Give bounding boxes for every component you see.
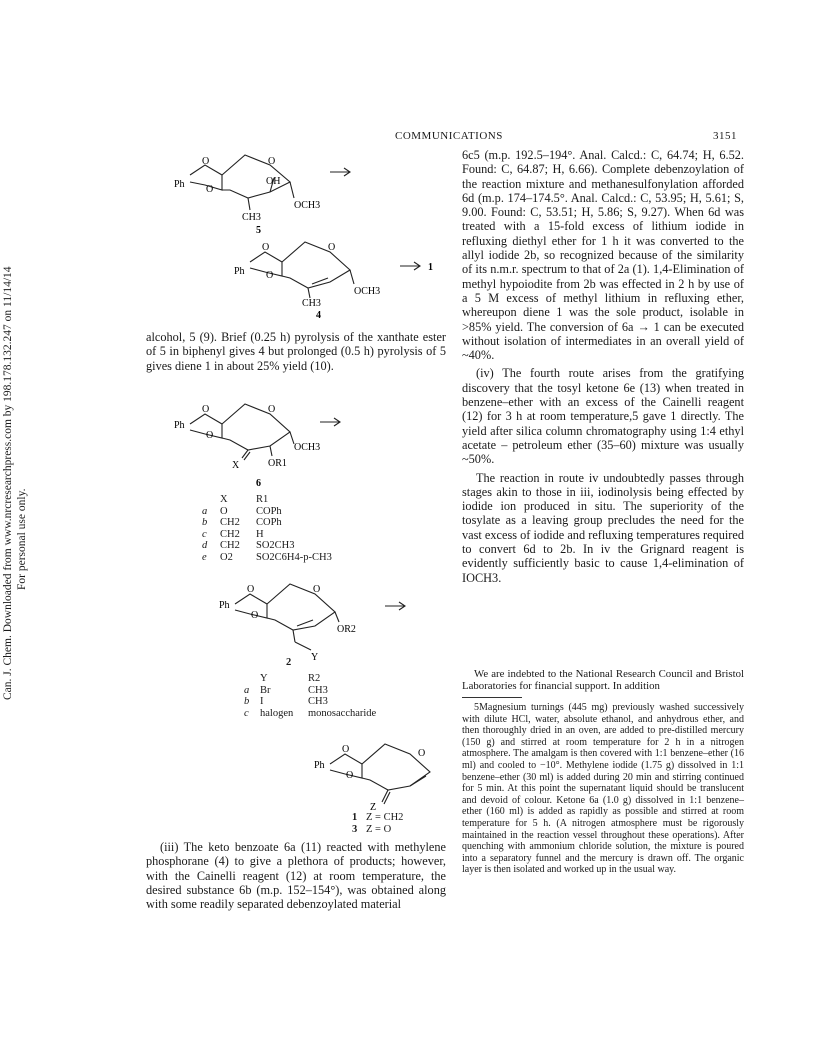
acknowledgement-text: We are indebted to the National Research Council and Bristol Laboratories for financial support. In addition bbox=[462, 668, 744, 692]
compound-number: 6 bbox=[256, 478, 261, 489]
hydroxyl-label: OH bbox=[266, 176, 281, 187]
compound-number-1: 1 bbox=[352, 812, 358, 823]
table-row: c halogen monosaccharide bbox=[244, 707, 377, 719]
running-head: COMMUNICATIONS bbox=[395, 130, 503, 142]
ring-oxygen: O bbox=[262, 242, 270, 253]
header-y: Y bbox=[260, 673, 268, 684]
structure-4 bbox=[230, 230, 470, 318]
body-text: (iii) The keto benzoate 6a (11) reacted with methylene phosphorane (4) to give a plethora of products; however, with the Cainelli reagent (12) at room temperature, the desired substance 6b (m.p. 152–154°), was obtained along with some readily separated debenzoylated material bbox=[146, 840, 446, 912]
or1-label: OR1 bbox=[268, 458, 287, 469]
compound-number: 5 bbox=[256, 225, 261, 235]
footnote bbox=[462, 702, 744, 880]
left-paragraph-2 bbox=[146, 840, 446, 915]
table-row: a O COPh bbox=[202, 505, 282, 517]
methyl-label: CH3 bbox=[242, 212, 261, 223]
ring-oxygen: O bbox=[266, 270, 274, 281]
methyl-label: CH3 bbox=[302, 298, 321, 309]
left-paragraph-1 bbox=[146, 330, 446, 377]
structure-1-3 bbox=[310, 730, 460, 810]
table-6 bbox=[190, 494, 390, 564]
table-row: b CH2 COPh bbox=[202, 517, 282, 529]
structure-2 bbox=[215, 580, 435, 670]
ring-oxygen: O bbox=[418, 748, 426, 759]
body-text: The reaction in route iv undoubtedly passes through stages akin to those in iii, iodinolysis being effected by iodide ion produced in situ. The superiority of the tosylate as a leaving group precludes the need for the vast excess of iodide and refluxing temperatures required to convert 6d to 2b. In iv the Grignard reagent is evidently sufficiently basic to cause 1,4-elimination of IOCH3. bbox=[462, 470, 744, 585]
watermark-line-2: For personal use only. bbox=[16, 488, 28, 590]
legend-label: Z = CH2 bbox=[366, 812, 404, 823]
product-number: 1 bbox=[428, 262, 433, 273]
table-row: e O2 SO2C6H4-p-CH3 bbox=[202, 551, 332, 563]
ring-oxygen: O bbox=[313, 584, 321, 595]
compound-number-3: 3 bbox=[352, 823, 358, 835]
acknowledgement bbox=[462, 668, 744, 696]
header-r1: R1 bbox=[256, 494, 269, 505]
compound-number: 4 bbox=[316, 310, 321, 318]
footnote-text: 5Magnesium turnings (445 mg) previously washed successively with dilute HCl, water, absolute ethanol, and anhydrous ether, and then thoroughly dried in an oven, are added to pre-distilled mercury (150 g) and stirred at room temperature for 2 h in a nitrogen atmosphere. The amalgam is then covered with 1:1 benzene–ether (16 ml) and cooled to −10°. Methylene iodide (1.75 g) dissolved in 1:1 benzene–ether (30 ml) is added during 20 min and stirring continued for 5 min. At this point the supernatant liquid should be translucent and devoid of colour. Ketone 6a (1.0 g) dissolved in 1:1 benzene–ether (160 ml) is added as rapidly as possible and stirred at room temperature for 5 h. (A nitrogen atmosphere must be rigorously maintained in the reaction vessel throughout these operations). After quenching with ammonium chloride solution, the mixture is poured into a separatory funnel and the mercury is drawn off. The organic layer is then isolated and worked up in the usual way. bbox=[462, 702, 744, 876]
ph-label: Ph bbox=[219, 600, 230, 611]
x-substituent: X bbox=[232, 460, 240, 471]
watermark-line-1: Can. J. Chem. Downloaded from www.nrcresearchpress.com by 198.178.132.247 on 11/14/14 bbox=[2, 266, 14, 700]
z-substituent: Z bbox=[370, 802, 377, 810]
ring-oxygen: O bbox=[202, 156, 210, 167]
ring-oxygen: O bbox=[346, 770, 354, 781]
legend-label: Z = O bbox=[366, 823, 392, 835]
ring-oxygen: O bbox=[251, 610, 259, 621]
structure-5 bbox=[170, 140, 380, 235]
right-column bbox=[462, 148, 744, 589]
download-watermark bbox=[0, 180, 30, 700]
table-row: c CH2 H bbox=[202, 528, 264, 540]
ring-oxygen: O bbox=[342, 744, 350, 755]
ring-oxygen: O bbox=[328, 242, 336, 253]
ph-label: Ph bbox=[174, 179, 185, 190]
compound-legend-1-3 bbox=[352, 812, 452, 835]
ring-oxygen: O bbox=[268, 156, 276, 167]
y-substituent: Y bbox=[311, 652, 319, 663]
methoxy-label: OCH3 bbox=[354, 286, 381, 297]
or2-label: OR2 bbox=[337, 624, 356, 635]
table-row: b I CH3 bbox=[244, 696, 328, 708]
header-r2: R2 bbox=[308, 673, 321, 684]
ring-oxygen: O bbox=[247, 584, 255, 595]
header-x: X bbox=[220, 494, 228, 505]
page-number: 3151 bbox=[713, 130, 737, 142]
table-row: d CH2 SO2CH3 bbox=[202, 540, 295, 552]
ph-label: Ph bbox=[174, 420, 185, 431]
table-2 bbox=[246, 673, 446, 719]
ph-label: Ph bbox=[234, 266, 245, 277]
ring-oxygen: O bbox=[206, 430, 214, 441]
body-text: 6c5 (m.p. 192.5–194°. Anal. Calcd.: C, 64.74; H, 6.52. Found: C, 64.87; H, 6.66). Complete debenzoylation of the reaction mixture and methanesulfonylation afforded 6d (m.p. 174–174.5°. Anal. Calcd.: C, 53.95; H, 5.61; S, 9.00. Found: C, 53.51; H, 5.86; S, 9.27). When 6d was treated with a 15-fold excess of lithium iodide in refluxing diethyl ether for 1 h it was converted to the allyl iodide 2b, so recognized because of the similarity of its n.m.r. spectrum to that of 2a (1). 1,4-Elimination of methyl hypoiodite from 2b was effected in 2 h by use of a 5 M excess of methyl lithium in refluxing ether, whereupon diene 1 was the sole product, isolable in >85% yield. The conversion of 6a → 1 can be executed without isolation of intermediates in an overall yield of ~40%. bbox=[462, 148, 744, 363]
table-header-row bbox=[246, 673, 446, 685]
ph-label: Ph bbox=[314, 760, 325, 771]
table-header-row bbox=[190, 494, 390, 506]
body-text: alcohol, 5 (9). Brief (0.25 h) pyrolysis of the xanthate ester of 5 in biphenyl gives 4 but prolonged (0.5 h) pyrolysis of 5 gives diene 1 in about 25% yield (10). bbox=[146, 330, 446, 373]
footnote-rule bbox=[462, 697, 522, 698]
table-row: a Br CH3 bbox=[244, 684, 328, 696]
structure-6 bbox=[170, 400, 370, 490]
methoxy-label: OCH3 bbox=[294, 200, 321, 211]
ring-oxygen: O bbox=[268, 404, 276, 415]
body-text: (iv) The fourth route arises from the gratifying discovery that the tosyl ketone 6e (13) when treated in benzene–ether with an excess of the Cainelli reagent (12) for 3 h at room temperature,5 gave 1 directly. The yield after silica column chromatography using 1:4 ethyl acetate – petroleum ether (35–60) mixture was usually ~50%. bbox=[462, 366, 744, 467]
ring-oxygen: O bbox=[206, 184, 214, 195]
compound-number-2: 2 bbox=[286, 657, 292, 668]
methoxy-label: OCH3 bbox=[294, 442, 321, 453]
ring-oxygen: O bbox=[202, 404, 210, 415]
